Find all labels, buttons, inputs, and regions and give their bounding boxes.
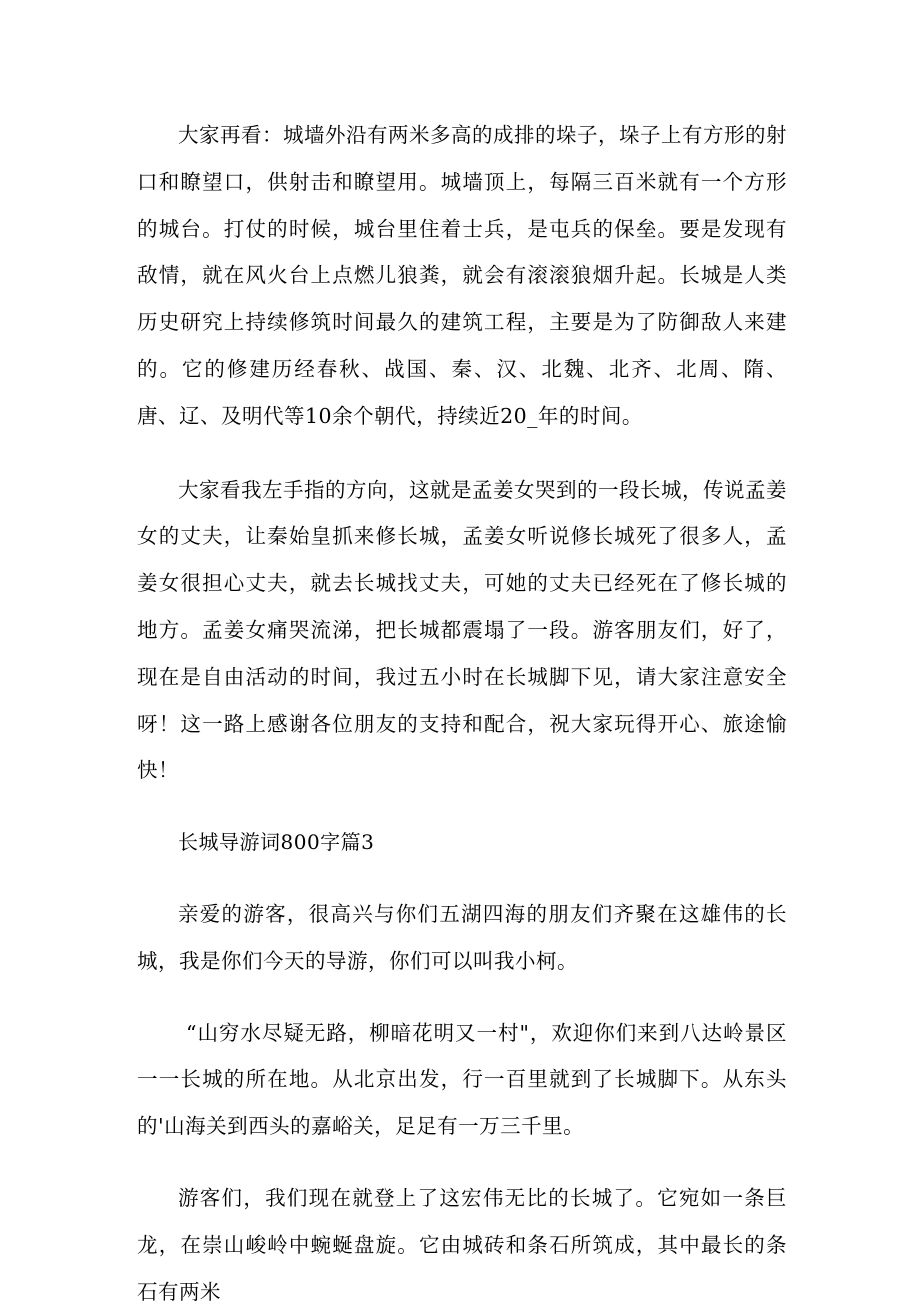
paragraph-mengjiangnv: 大家看我左手指的方向，这就是孟姜女哭到的一段长城，传说孟姜女的丈夫，让秦始皇抓来修长城，孟姜女听说修长城死了很多人，孟姜女很担心丈夫，就去长城找丈夫，可她的丈夫已经死在了修长城的地方。孟姜女痛哭流涕，把长城都震塌了一段。游客朋友们，好了，现在是自由活动的时间，我过五小时在长城脚下见，请大家注意安全呀！这一路上感谢各位朋友的支持和配合，祝大家玩得开心、旅途愉快！ (137, 477, 787, 783)
paragraph-climbing: 游客们，我们现在就登上了这宏伟无比的长城了。它宛如一条巨龙，在崇山峻岭中蜿蜒盘旋。它由城砖和条石所筑成，其中最长的条石有两米 (137, 1185, 787, 1304)
section-heading: 长城导游词800字篇3 (178, 830, 375, 855)
paragraph-greeting: 亲爱的游客，很高兴与你们五湖四海的朋友们齐聚在这雄伟的长城，我是你们今天的导游，你们可以叫我小柯。 (137, 901, 787, 973)
paragraph-badaling: “山穷水尽疑无路，柳暗花明又一村"，欢迎你们来到八达岭景区一一长城的所在地。从北京出发，行一百里就到了长城脚下。从东头的'山海关到西头的嘉峪关，足足有一万三千里。 (137, 1020, 787, 1139)
paragraph-battlements: 大家再看：城墙外沿有两米多高的成排的垛子，垛子上有方形的射口和瞭望口，供射击和瞭望用。城墙顶上，每隔三百米就有一个方形的城台。打仗的时候，城台里住着士兵，是屯兵的保垒。要是发现有敌情，就在风火台上点燃儿狼粪，就会有滚滚狼烟升起。长城是人类历史研究上持续修筑时间最久的建筑工程，主要是为了防御敌人来建的。它的修建历经春秋、战国、秦、汉、北魏、北齐、北周、隋、唐、辽、及明代等10余个朝代，持续近20_年的时间。 (137, 123, 787, 428)
document-body (137, 112, 787, 1315)
